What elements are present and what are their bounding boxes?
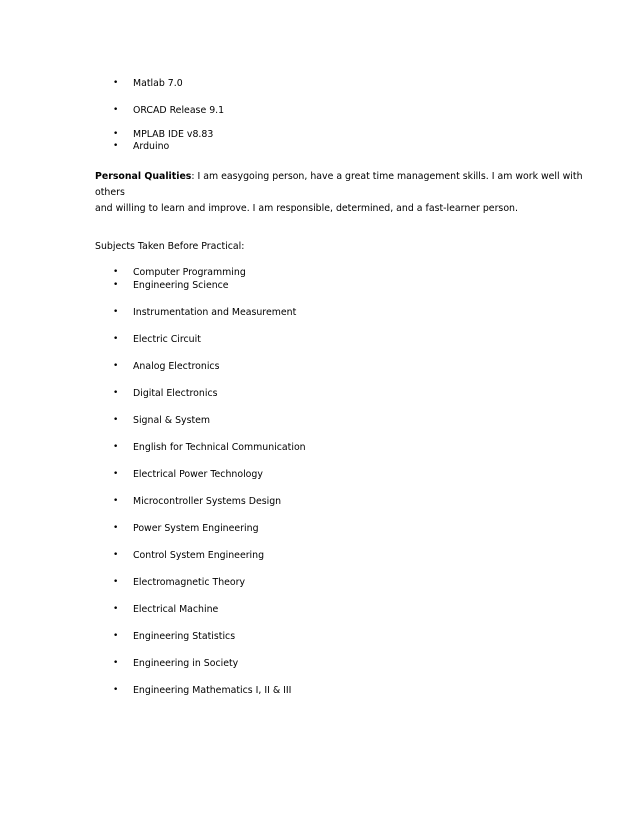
- bullet-icon: •: [113, 523, 119, 533]
- bullet-icon: •: [113, 442, 119, 452]
- bullet-icon: •: [113, 129, 119, 139]
- bullet-icon: •: [113, 78, 119, 88]
- bullet-icon: •: [113, 496, 119, 506]
- subject-item: Microcontroller Systems Design: [133, 496, 282, 507]
- bullet-icon: •: [113, 658, 119, 668]
- subject-item: Engineering Statistics: [133, 631, 236, 642]
- subject-item: Electrical Power Technology: [133, 469, 263, 480]
- software-item: MPLAB IDE v8.83: [133, 129, 214, 140]
- personal-qualities-label: Personal Qualities: [95, 171, 192, 182]
- bullet-icon: •: [113, 388, 119, 398]
- bullet-icon: •: [113, 631, 119, 641]
- subject-item: Analog Electronics: [133, 361, 220, 372]
- subject-item: Electric Circuit: [133, 334, 201, 345]
- software-item: Matlab 7.0: [133, 78, 183, 89]
- bullet-icon: •: [113, 415, 119, 425]
- bullet-icon: •: [113, 577, 119, 587]
- software-item: Arduino: [133, 141, 170, 152]
- personal-qualities-text: : I am easygoing person, have a great time management skills. I am work well with others: [95, 171, 583, 198]
- personal-qualities-line-2: and willing to learn and improve. I am responsible, determined, and a fast-learner person.: [95, 203, 518, 214]
- subject-item: Engineering Science: [133, 280, 229, 291]
- bullet-icon: •: [113, 604, 119, 614]
- bullet-icon: •: [113, 550, 119, 560]
- bullet-icon: •: [113, 280, 119, 290]
- subject-item: Engineering Mathematics I, II & III: [133, 685, 292, 696]
- bullet-icon: •: [113, 141, 119, 151]
- software-item: ORCAD Release 9.1: [133, 105, 225, 116]
- subject-item: Engineering in Society: [133, 658, 239, 669]
- bullet-icon: •: [113, 307, 119, 317]
- subject-item: Power System Engineering: [133, 523, 259, 534]
- personal-qualities-line-1: [95, 169, 595, 201]
- subject-item: Digital Electronics: [133, 388, 218, 399]
- bullet-icon: •: [113, 361, 119, 371]
- subject-item: Instrumentation and Measurement: [133, 307, 297, 318]
- bullet-icon: •: [113, 267, 119, 277]
- subjects-heading: Subjects Taken Before Practical:: [95, 241, 245, 252]
- bullet-icon: •: [113, 334, 119, 344]
- subject-item: Electromagnetic Theory: [133, 577, 246, 588]
- subject-item: Electrical Machine: [133, 604, 219, 615]
- bullet-icon: •: [113, 469, 119, 479]
- subject-item: Control System Engineering: [133, 550, 265, 561]
- bullet-icon: •: [113, 685, 119, 695]
- personal-qualities-paragraph: [95, 169, 595, 217]
- bullet-icon: •: [113, 105, 119, 115]
- subject-item: Computer Programming: [133, 267, 246, 278]
- subject-item: Signal & System: [133, 415, 211, 426]
- subject-item: English for Technical Communication: [133, 442, 306, 453]
